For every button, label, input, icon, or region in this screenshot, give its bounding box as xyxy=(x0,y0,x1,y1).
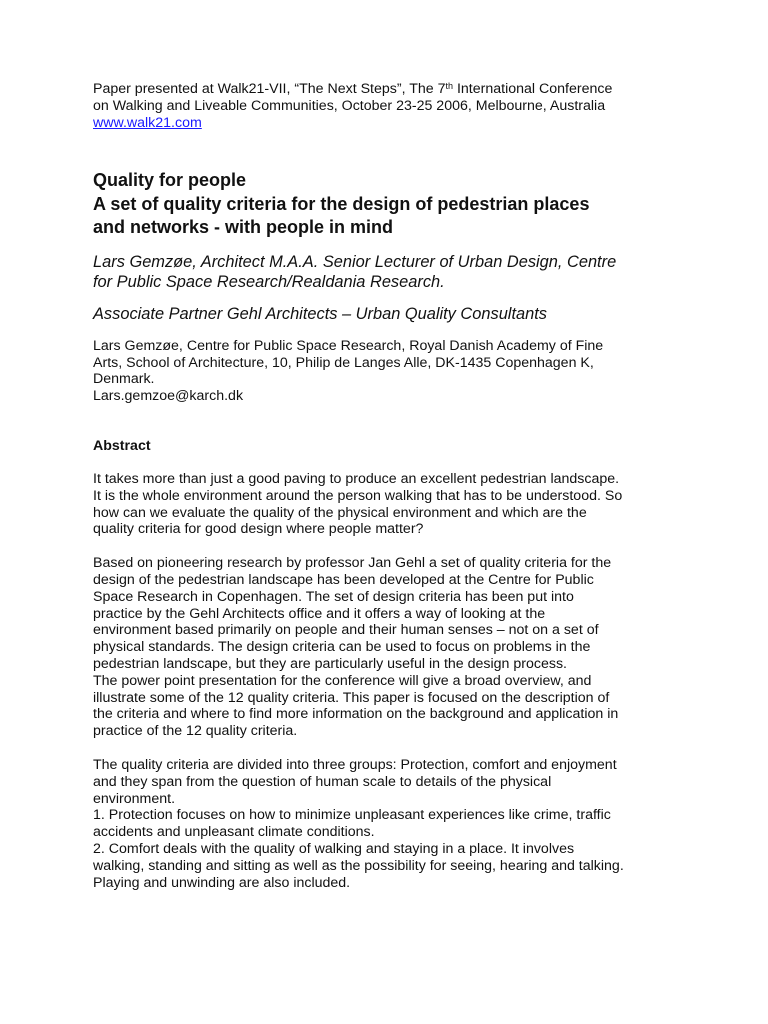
text-line: 2. Comfort deals with the quality of walking and staying in a place. It involves xyxy=(93,841,575,858)
ordinal-superscript: th xyxy=(445,81,454,91)
text-line: 1. Protection focuses on how to minimize unpleasant experiences like crime, traffic xyxy=(93,807,611,824)
text-line: environment based primarily on people and their human senses – not on a set of xyxy=(93,622,599,639)
title-line-1: Quality for people xyxy=(93,170,247,191)
text-line: practice by the Gehl Architects office and it offers a way of looking at the xyxy=(93,605,546,622)
author-line-2: for Public Space Research/Realdania Research. xyxy=(93,272,445,291)
paper-title xyxy=(93,169,683,240)
text-line: accidents and unpleasant climate conditions. xyxy=(93,824,375,841)
text-line: The quality criteria are divided into three groups: Protection, comfort and enjoyment xyxy=(93,757,617,774)
author-line xyxy=(93,252,683,292)
text-line: the criteria and where to find more information on the background and application in xyxy=(93,706,619,723)
text-line: physical standards. The design criteria can be used to focus on problems in the xyxy=(93,639,591,656)
author-line-1: Lars Gemzøe, Architect M.A.A. Senior Lecturer of Urban Design, Centre xyxy=(93,252,617,271)
text-line: It takes more than just a good paving to produce an excellent pedestrian landscape. xyxy=(93,471,620,488)
text-line: It is the whole environment around the person walking that has to be understood. So xyxy=(93,487,623,504)
text-line: how can we evaluate the quality of the physical environment and which are the xyxy=(93,504,587,521)
address-line-3: Denmark. xyxy=(93,371,155,388)
author-affiliation: Associate Partner Gehl Architects – Urban Quality Consultants xyxy=(93,304,547,323)
text-line: quality criteria for good design where people matter? xyxy=(93,521,424,538)
abstract-heading: Abstract xyxy=(93,438,151,455)
conference-line-2: on Walking and Liveable Communities, October 23-25 2006, Melbourne, Australia xyxy=(93,97,606,114)
text-line: illustrate some of the 12 quality criteria. This paper is focused on the description of xyxy=(93,689,610,706)
abstract-paragraph-1 xyxy=(93,471,683,538)
text-line: pedestrian landscape, but they are particularly useful in the design process. xyxy=(93,656,567,673)
text-line: Playing and unwinding are also included. xyxy=(93,874,351,891)
address-line-1: Lars Gemzøe, Centre for Public Space Research, Royal Danish Academy of Fine xyxy=(93,337,604,354)
conference-line-1: Paper presented at Walk21-VII, “The Next Steps”, The 7 xyxy=(93,81,446,97)
text-line: Based on pioneering research by professor Jan Gehl a set of quality criteria for the xyxy=(93,555,612,572)
author-address xyxy=(93,338,683,405)
text-line: and they span from the question of human scale to details of the physical xyxy=(93,773,552,790)
text-line: Space Research in Copenhagen. The set of design criteria has been put into xyxy=(93,588,574,605)
text-line: walking, standing and sitting as well as the possibility for seeing, hearing and talking. xyxy=(93,857,624,874)
abstract-paragraph-2 xyxy=(93,555,683,740)
title-line-3: and networks - with people in mind xyxy=(93,217,394,238)
paper-page xyxy=(93,81,683,891)
abstract-paragraph-3 xyxy=(93,757,683,891)
conference-note xyxy=(93,81,683,131)
address-line-2: Arts, School of Architecture, 10, Philip de Langes Alle, DK-1435 Copenhagen K, xyxy=(93,354,594,371)
conference-link[interactable]: www.walk21.com xyxy=(93,114,202,131)
author-email: Lars.gemzoe@karch.dk xyxy=(93,388,244,405)
text-line: environment. xyxy=(93,790,176,807)
text-line: The power point presentation for the conference will give a broad overview, and xyxy=(93,672,592,689)
text-line: design of the pedestrian landscape has been developed at the Centre for Public xyxy=(93,572,594,589)
conference-line-1-end: International Conference xyxy=(453,81,613,97)
text-line: practice of the 12 quality criteria. xyxy=(93,723,298,740)
title-line-2: A set of quality criteria for the design of pedestrian places xyxy=(93,193,590,214)
